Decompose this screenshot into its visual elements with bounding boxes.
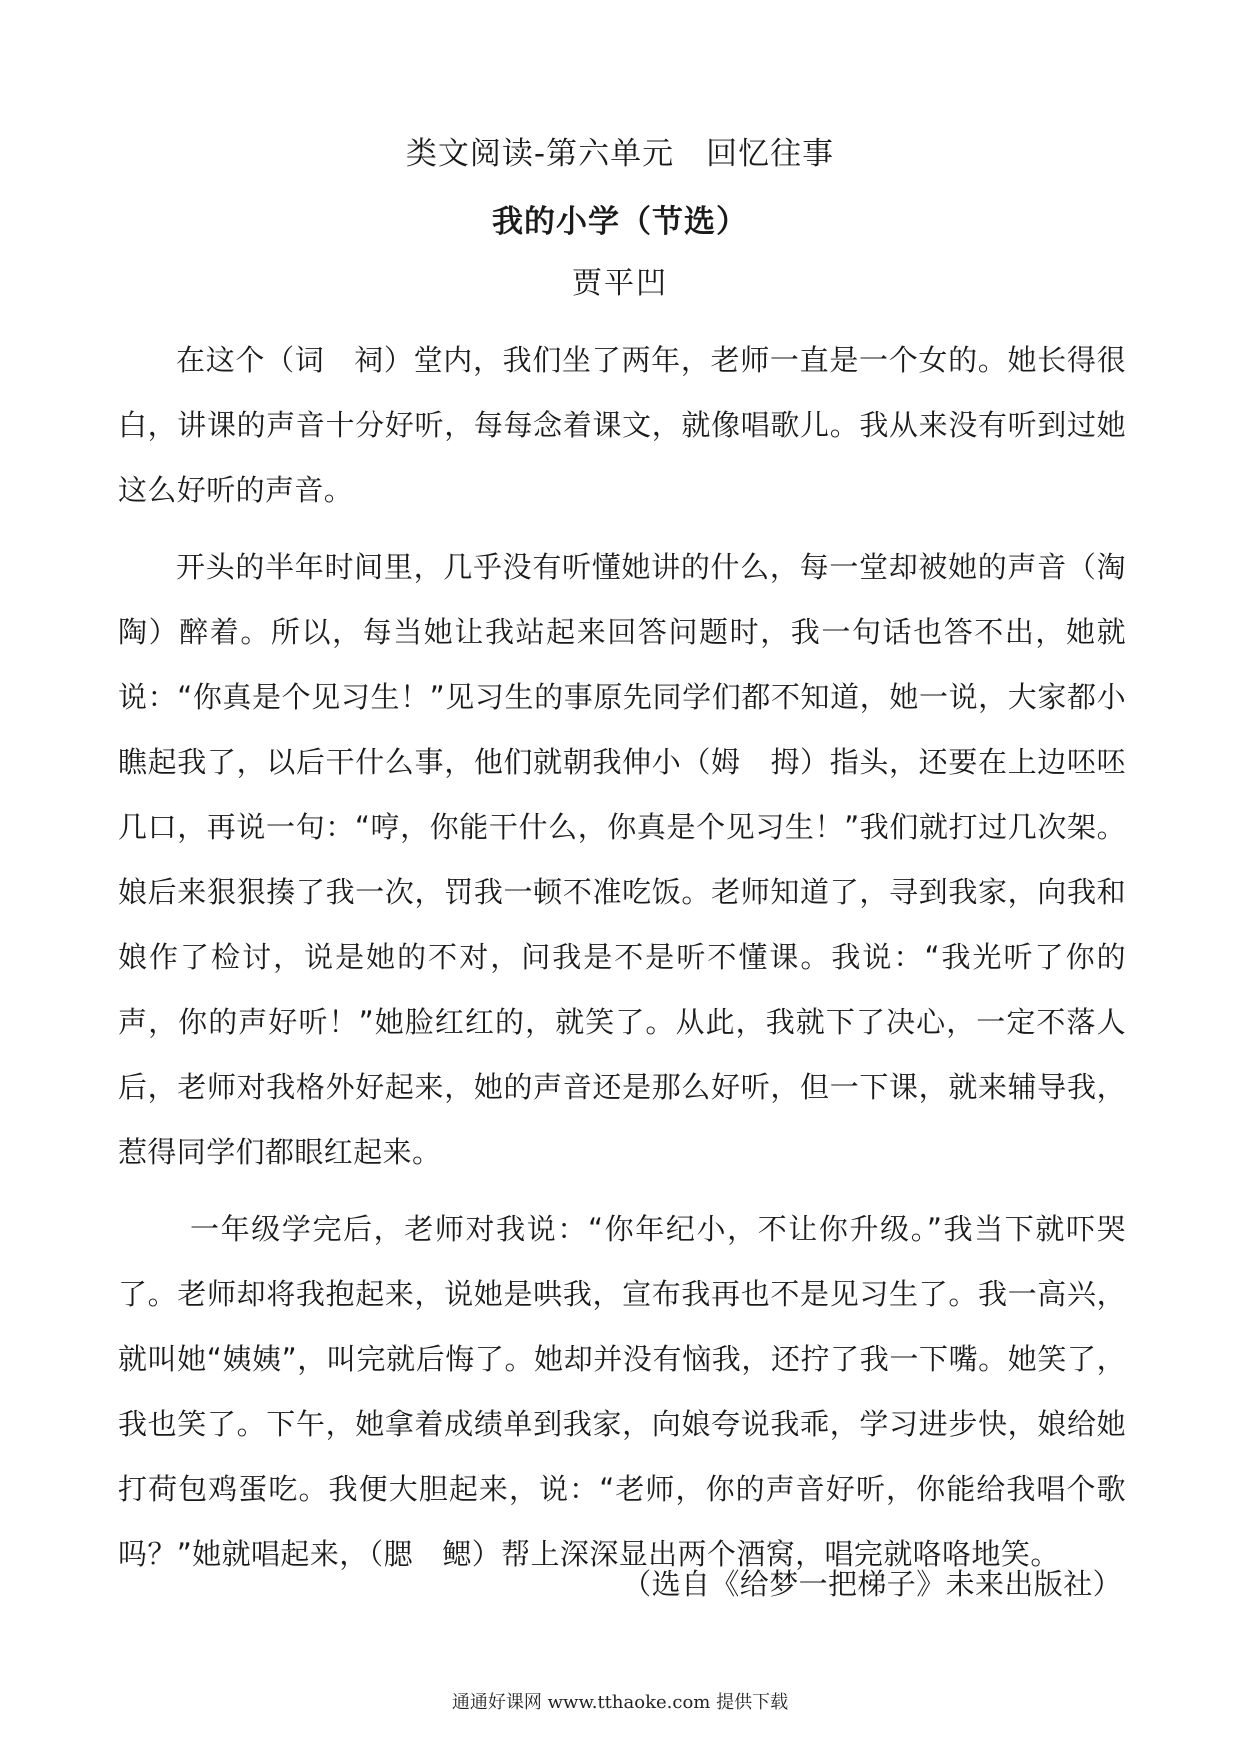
- article-body: [118, 328, 1156, 1599]
- footer-watermark: 通通好课网 www.tthaoke.com 提供下载: [451, 1692, 789, 1713]
- article-title: 我的小学（节选）: [492, 204, 748, 240]
- unit-title: 类文阅读-第六单元 回忆往事: [405, 136, 835, 172]
- paragraph-2: 开头的半年时间里，几乎没有听懂她讲的什么，每一堂却被她的声音（淘 陶）醉着。所以，每当她让我站起来回答问题时，我一句话也答不出，她就说：“你真是个见习生！”见习生的事原先同学们都不知道，她一说，大家都小瞧起我了，以后干什么事，他们就朝我伸小（姆 拇）指头，还要在上边呸呸几口，再说一句：“哼，你能干什么，你真是个见习生！”我们就打过几次架。娘后来狠狠揍了我一次，罚我一顿不准吃饭。老师知道了，寻到我家，向我和娘作了检讨，说是她的不对，问我是不是听不懂课。我说：“我光听了你的声，你的声好听！”她脸红红的，就笑了。从此，我就下了决心，一定不落人后，老师对我格外好起来，她的声音还是那么好听，但一下课，就来辅导我，惹得同学们都眼红起来。: [118, 550, 1156, 1169]
- source-citation: （选自《给梦一把梯子》未来出版社）: [622, 1567, 1122, 1601]
- author-name: 贾平凹: [572, 266, 668, 301]
- paragraph-1: 在这个（词 祠）堂内，我们坐了两年，老师一直是一个女的。她长得很白，讲课的声音十分好听，每每念着课文，就像唱歌儿。我从来没有听到过她这么好听的声音。: [118, 343, 1126, 507]
- paragraph-3: 一年级学完后，老师对我说：“你年纪小，不让你升级。”我当下就吓哭了。老师却将我抱起来，说她是哄我，宣布我再也不是见习生了。我一高兴，就叫她“姨姨”，叫完就后悔了。她却并没有恼我，还拧了我一下嘴。她笑了，我也笑了。下午，她拿着成绩单到我家，向娘夸说我乖，学习进步快，娘给她打荷包鸡蛋吃。我便大胆起来，说：“老师，你的声音好听，你能给我唱个歌吗？”她就唱起来，（腮 鳃）帮上深深显出两个酒窝，唱完就咯咯地笑。: [118, 1212, 1126, 1571]
